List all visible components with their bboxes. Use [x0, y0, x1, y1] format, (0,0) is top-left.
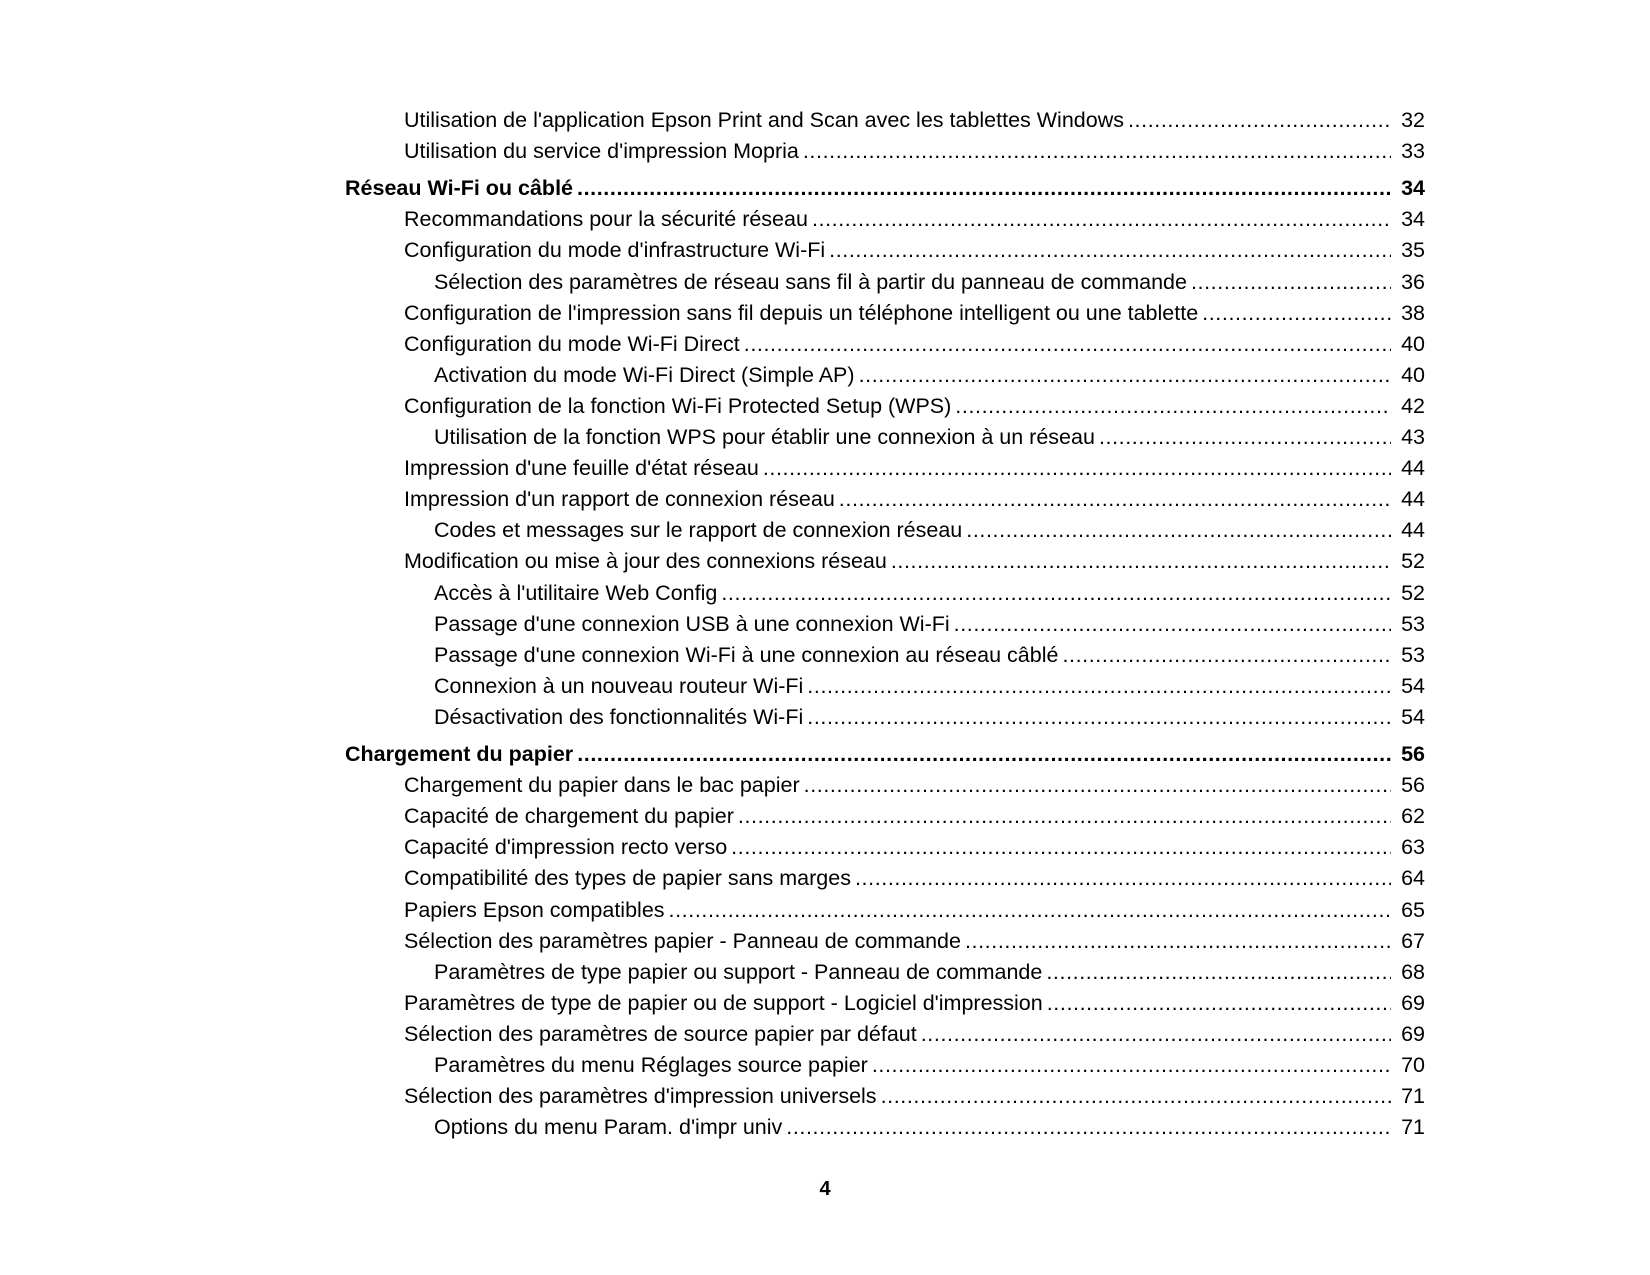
toc-entry-title: Recommandations pour la sécurité réseau [404, 207, 808, 231]
toc-entry[interactable] [404, 234, 1425, 266]
toc-entry-page: 63 [1401, 835, 1425, 859]
toc-entry-title: Réseau Wi-Fi ou câblé [345, 176, 573, 200]
toc-dot-leader [1099, 421, 1391, 453]
toc-entry[interactable] [434, 608, 1425, 640]
page-number: 4 [819, 1178, 831, 1200]
toc-entry-title: Impression d'une feuille d'état réseau [404, 456, 759, 480]
toc-dot-leader [1128, 104, 1391, 136]
toc-entry[interactable] [434, 1049, 1425, 1081]
toc-entry-title: Chargement du papier [345, 742, 574, 766]
toc-entry-title: Options du menu Param. d'impr univ [434, 1115, 783, 1139]
toc-dot-leader [829, 234, 1391, 266]
toc-dot-leader [721, 577, 1391, 609]
toc-dot-leader [954, 608, 1391, 640]
toc-entry-title: Utilisation du service d'impression Mopria [404, 139, 799, 163]
toc-entry-page: 54 [1401, 705, 1425, 729]
toc-entry-page: 34 [1401, 207, 1425, 231]
toc-entry-title: Utilisation de la fonction WPS pour établir une connexion à un réseau [434, 425, 1095, 449]
toc-entry-title: Chargement du papier dans le bac papier [404, 773, 800, 797]
toc-entry[interactable] [404, 925, 1425, 957]
toc-entry-title: Passage d'une connexion Wi-Fi à une connexion au réseau câblé [434, 643, 1059, 667]
toc-entry-page: 44 [1401, 487, 1425, 511]
toc-entry[interactable] [404, 390, 1425, 422]
toc-entry-title: Paramètres de type de papier ou de support - Logiciel d'impression [404, 991, 1043, 1015]
toc-dot-leader [955, 390, 1391, 422]
toc-dot-leader [577, 172, 1391, 204]
toc-dot-leader [881, 1080, 1391, 1112]
toc-entry-page: 71 [1401, 1115, 1425, 1139]
toc-entry-page: 56 [1401, 773, 1425, 797]
toc-dot-leader [872, 1049, 1391, 1081]
toc-entry[interactable] [434, 956, 1425, 988]
toc-entry-page: 65 [1401, 898, 1425, 922]
toc-dot-leader [738, 800, 1391, 832]
toc-entry-title: Utilisation de l'application Epson Print and Scan avec les tablettes Windows [404, 108, 1124, 132]
toc-entry[interactable] [434, 701, 1425, 733]
toc-entry[interactable] [434, 421, 1425, 453]
toc-entry[interactable] [434, 577, 1425, 609]
toc-entry[interactable] [404, 800, 1425, 832]
toc-entry-title: Paramètres de type papier ou support - Panneau de commande [434, 960, 1043, 984]
toc-dot-leader [1047, 987, 1391, 1019]
toc-dot-leader [921, 1018, 1391, 1050]
toc-entry[interactable] [404, 1080, 1425, 1112]
toc-entry[interactable] [404, 894, 1425, 926]
toc-entry-title: Modification ou mise à jour des connexions réseau [404, 549, 887, 573]
toc-dot-leader [803, 135, 1391, 167]
toc-entry-page: 44 [1401, 456, 1425, 480]
toc-dot-leader [804, 769, 1391, 801]
toc-entry-title: Compatibilité des types de papier sans marges [404, 866, 851, 890]
toc-dot-leader [763, 452, 1391, 484]
toc-entry-title: Capacité d'impression recto verso [404, 835, 728, 859]
toc-entry[interactable] [404, 328, 1425, 360]
toc-dot-leader [965, 925, 1391, 957]
toc-dot-leader [1191, 266, 1391, 298]
toc-dot-leader [855, 862, 1391, 894]
toc-dot-leader [577, 738, 1391, 770]
toc-dot-leader [839, 483, 1391, 515]
toc-entry-title: Activation du mode Wi-Fi Direct (Simple AP) [434, 363, 855, 387]
toc-entry-page: 71 [1401, 1084, 1425, 1108]
toc-entry-page: 40 [1401, 332, 1425, 356]
toc-entry[interactable] [404, 831, 1425, 863]
toc-entry-page: 54 [1401, 674, 1425, 698]
toc-entry-title: Configuration de la fonction Wi-Fi Protected Setup (WPS) [404, 394, 952, 418]
toc-dot-leader [966, 514, 1391, 546]
toc-entry-title: Sélection des paramètres de réseau sans fil à partir du panneau de commande [434, 270, 1187, 294]
toc-entry[interactable] [434, 266, 1425, 298]
toc-dot-leader [731, 831, 1391, 863]
toc-entry-page: 62 [1401, 804, 1425, 828]
toc-entry-title: Configuration du mode Wi-Fi Direct [404, 332, 740, 356]
toc-entry-title: Papiers Epson compatibles [404, 898, 665, 922]
toc-entry-title: Accès à l'utilitaire Web Config [434, 581, 718, 605]
toc-entry-title: Sélection des paramètres d'impression universels [404, 1084, 877, 1108]
toc-entry[interactable] [404, 862, 1425, 894]
toc-entry-page: 52 [1401, 581, 1425, 605]
toc-dot-leader [807, 670, 1391, 702]
toc-dot-leader [859, 359, 1391, 391]
toc-dot-leader [669, 894, 1391, 926]
toc-entry-page: 70 [1401, 1053, 1425, 1077]
toc-entry-page: 44 [1401, 518, 1425, 542]
toc-entry-page: 69 [1401, 991, 1425, 1015]
toc-entry-title: Capacité de chargement du papier [404, 804, 734, 828]
toc-entry-title: Sélection des paramètres de source papier par défaut [404, 1022, 917, 1046]
toc-dot-leader [891, 545, 1391, 577]
toc-entry-title: Passage d'une connexion USB à une connexion Wi-Fi [434, 612, 950, 636]
toc-entry-page: 36 [1401, 270, 1425, 294]
toc-entry-page: 68 [1401, 960, 1425, 984]
toc-entry[interactable] [434, 639, 1425, 671]
toc-entry-title: Paramètres du menu Réglages source papier [434, 1053, 868, 1077]
toc-entry[interactable] [404, 203, 1425, 235]
toc-entry[interactable] [404, 135, 1425, 167]
toc-entry-page: 40 [1401, 363, 1425, 387]
toc-entry-page: 53 [1401, 643, 1425, 667]
toc-entry-title: Configuration de l'impression sans fil depuis un téléphone intelligent ou une tablette [404, 301, 1199, 325]
toc-dot-leader [1062, 639, 1391, 671]
toc-entry-title: Codes et messages sur le rapport de connexion réseau [434, 518, 963, 542]
toc-entry-page: 35 [1401, 238, 1425, 262]
toc-entry[interactable] [434, 670, 1425, 702]
toc-entry-page: 43 [1401, 425, 1425, 449]
toc-entry-title: Connexion à un nouveau routeur Wi-Fi [434, 674, 804, 698]
toc-entry[interactable] [404, 545, 1425, 577]
toc-entry-page: 53 [1401, 612, 1425, 636]
toc-entry[interactable] [404, 452, 1425, 484]
toc-entry-title: Désactivation des fonctionnalités Wi-Fi [434, 705, 804, 729]
toc-entry-page: 33 [1401, 139, 1425, 163]
toc-entry[interactable] [345, 738, 1425, 770]
toc-entry[interactable] [404, 769, 1425, 801]
toc-entry[interactable] [404, 297, 1425, 329]
toc-entry[interactable] [434, 514, 1425, 546]
toc-dot-leader [786, 1111, 1391, 1143]
toc-entry[interactable] [434, 1111, 1425, 1143]
toc-entry[interactable] [404, 483, 1425, 515]
toc-entry[interactable] [404, 987, 1425, 1019]
toc-entry-title: Sélection des paramètres papier - Panneau de commande [404, 929, 961, 953]
toc-entry-page: 42 [1401, 394, 1425, 418]
toc-entry-page: 64 [1401, 866, 1425, 890]
toc-entry[interactable] [434, 359, 1425, 391]
toc-entry[interactable] [404, 1018, 1425, 1050]
toc-entry-page: 34 [1401, 176, 1425, 200]
toc-dot-leader [812, 203, 1391, 235]
toc-dot-leader [1202, 297, 1391, 329]
toc-entry-page: 69 [1401, 1022, 1425, 1046]
toc-entry-page: 52 [1401, 549, 1425, 573]
toc-entry-title: Configuration du mode d'infrastructure Wi-Fi [404, 238, 826, 262]
toc-dot-leader [744, 328, 1391, 360]
toc-entry-page: 32 [1401, 108, 1425, 132]
toc-entry[interactable] [404, 104, 1425, 136]
toc-entry-page: 67 [1401, 929, 1425, 953]
toc-entry-page: 56 [1401, 742, 1425, 766]
toc-entry[interactable] [345, 172, 1425, 204]
toc-dot-leader [1046, 956, 1391, 988]
toc-entry-page: 38 [1401, 301, 1425, 325]
toc-dot-leader [807, 701, 1391, 733]
toc-entry-title: Impression d'un rapport de connexion réseau [404, 487, 835, 511]
